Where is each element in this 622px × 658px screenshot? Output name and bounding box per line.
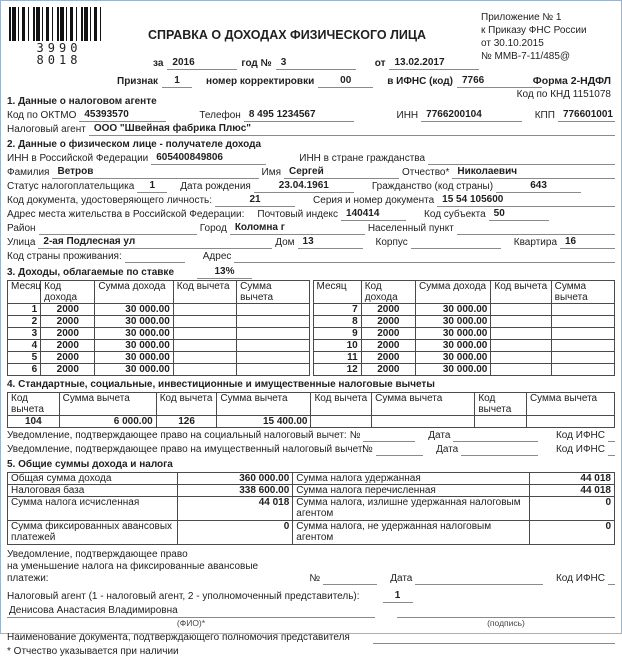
total-label: Сумма налога, не удержанная налоговым агентом <box>293 521 530 545</box>
code-cell: 2000 <box>361 328 415 340</box>
income-row <box>8 316 310 328</box>
signer-name: Денисова Анастасия Владимировна <box>7 605 375 618</box>
deductions-row <box>8 416 615 428</box>
code-cell: 2000 <box>361 364 415 376</box>
col-deduction-code: Код вычета <box>311 393 372 416</box>
col-deduction-sum: Сумма вычета <box>59 393 156 416</box>
authority-doc-value <box>373 631 615 644</box>
ded-code-cell <box>475 416 527 428</box>
patronymic-label: Отчество* <box>401 167 450 178</box>
ded-amount-cell <box>237 352 309 364</box>
ded-amount-cell <box>237 364 309 376</box>
col-deduction-code: Код вычета <box>156 393 217 416</box>
code-cell: 2000 <box>41 316 95 328</box>
authority-doc-line <box>7 631 615 644</box>
month-cell: 7 <box>313 304 361 316</box>
barcode-bars-icon <box>9 7 105 41</box>
advance-notice-line <box>7 549 615 585</box>
notice-number-value <box>376 443 423 456</box>
barcode <box>9 7 109 66</box>
income-row <box>313 316 615 328</box>
advance-notice-label <box>7 549 291 585</box>
amount-cell: 30 000.00 <box>416 316 491 328</box>
inn-rf-value: 605400849806 <box>151 152 266 165</box>
inn-foreign-value <box>428 152 615 165</box>
month-cell: 11 <box>313 352 361 364</box>
ded-code-cell <box>173 340 236 352</box>
priznak-label: Признак <box>117 76 159 87</box>
house-value: 13 <box>298 236 363 249</box>
region-code-value: 50 <box>489 208 549 221</box>
form-name: Форма 2-НДФЛ <box>532 75 611 87</box>
col-month: Месяц <box>8 281 41 304</box>
street-label: Улица <box>7 237 36 248</box>
amount-cell: 30 000.00 <box>95 364 173 376</box>
col-month: Месяц <box>313 281 361 304</box>
agent-type-value: 1 <box>383 590 413 603</box>
ded-code-cell <box>491 364 551 376</box>
phone-value: 8 495 1234567 <box>244 109 354 122</box>
ded-amount-cell <box>551 316 614 328</box>
ded-amount-cell <box>551 304 614 316</box>
total-label: Сумма налога, излишне удержанная налоговым агентом <box>293 497 530 521</box>
locality-label: Населенный пункт <box>367 223 454 234</box>
postcode-label: Почтовый индекс <box>257 209 339 220</box>
income-row <box>8 304 310 316</box>
property-notice-line <box>7 443 615 456</box>
month-cell: 4 <box>8 340 41 352</box>
agent-inn-value: 7766200104 <box>421 109 522 122</box>
country-code-value <box>125 250 185 263</box>
amount-cell: 30 000.00 <box>95 352 173 364</box>
ded-amount-cell <box>551 352 614 364</box>
notice-ifns-value <box>608 572 615 585</box>
agent-inn-label: ИНН <box>396 110 419 121</box>
doc-date-value: 13.02.2017 <box>389 57 479 70</box>
section4-title: 4. Стандартные, социальные, инвестиционные и имущественные налоговые вычеты <box>7 379 435 390</box>
form-header <box>5 5 617 100</box>
ded-code-cell <box>491 352 551 364</box>
income-row <box>8 328 310 340</box>
ifns-code-label: в ИФНС (код) <box>387 76 453 87</box>
ded-amount-cell <box>237 340 309 352</box>
code-cell: 2000 <box>361 304 415 316</box>
correction-label: номер корректировки <box>206 76 315 87</box>
notice-number-value <box>363 429 415 442</box>
year-value: 2016 <box>167 57 237 70</box>
ded-code-cell <box>491 328 551 340</box>
total-label: Сумма фиксированных авансовых платежей <box>8 521 178 545</box>
oktmo-value: 45393570 <box>79 109 166 122</box>
notice-date-value <box>453 429 538 442</box>
total-label: Налоговая база <box>8 485 178 497</box>
col-deduction-sum: Сумма вычета <box>526 393 614 416</box>
district-line <box>7 222 615 235</box>
income-row <box>313 340 615 352</box>
ifns-code-value: 7766 <box>457 75 542 88</box>
amount-cell: 30 000.00 <box>95 340 173 352</box>
income-row <box>8 352 310 364</box>
building-label: Корпус <box>375 237 408 248</box>
oktmo-label: Код по ОКТМО <box>7 110 77 121</box>
month-cell: 6 <box>8 364 41 376</box>
month-cell: 3 <box>8 328 41 340</box>
birthdate-label: Дата рождения <box>180 181 251 192</box>
amount-cell: 30 000.00 <box>416 340 491 352</box>
agent-kpp-value: 776601001 <box>558 109 615 122</box>
total-value: 44 018 <box>530 485 615 497</box>
date-label: Дата <box>428 430 451 441</box>
ded-amount-cell <box>551 328 614 340</box>
income-row <box>313 328 615 340</box>
col-deduction-sum: Сумма вычета <box>217 393 311 416</box>
social-notice-label: Уведомление, подтверждающее право на социальный налоговый вычет: <box>7 430 347 441</box>
district-value <box>39 222 197 235</box>
number-label: № <box>349 430 361 441</box>
status-line <box>7 180 615 193</box>
country-code-label: Код страны проживания: <box>7 251 122 262</box>
code-cell: 2000 <box>361 352 415 364</box>
month-cell: 10 <box>313 340 361 352</box>
birthdate-value: 23.04.1961 <box>254 180 354 193</box>
totals-row <box>8 473 615 485</box>
ded-sum-cell: 6 000.00 <box>59 416 156 428</box>
year-label: за <box>153 58 164 69</box>
amount-cell: 30 000.00 <box>95 304 173 316</box>
notice-date-value <box>461 443 538 456</box>
locality-value <box>457 222 615 235</box>
ded-amount-cell <box>237 328 309 340</box>
total-label: Общая сумма дохода <box>8 473 178 485</box>
income-row <box>8 340 310 352</box>
appendix-note <box>481 11 611 63</box>
ded-code-cell <box>311 416 372 428</box>
ded-code-cell <box>491 304 551 316</box>
amount-cell: 30 000.00 <box>416 352 491 364</box>
col-deduction-code: Код вычета <box>173 281 236 304</box>
ded-code-cell <box>173 316 236 328</box>
income-row <box>313 304 615 316</box>
amount-cell: 30 000.00 <box>416 304 491 316</box>
month-cell: 5 <box>8 352 41 364</box>
month-cell: 1 <box>8 304 41 316</box>
ded-sum-cell <box>526 416 614 428</box>
code-cell: 2000 <box>41 304 95 316</box>
date-label: Дата <box>436 444 459 455</box>
appendix-line: к Приказу ФНС России <box>481 25 587 36</box>
citizenship-label: Гражданство (код страны) <box>371 181 494 192</box>
ded-amount-cell <box>551 340 614 352</box>
city-value: Коломна г <box>230 222 365 235</box>
ded-code-cell <box>173 328 236 340</box>
advance-notice-line1: Уведомление, подтверждающее право <box>7 549 188 560</box>
agent-type-label: Налоговый агент (1 - налоговый агент, 2 - уполномоченный представитель): <box>7 591 360 602</box>
citizenship-value: 643 <box>496 180 581 193</box>
total-value: 44 018 <box>530 473 615 485</box>
col-deduction-sum: Сумма вычета <box>551 281 614 304</box>
code-cell: 2000 <box>361 316 415 328</box>
taxpayer-status-label: Статус налогоплательщика <box>7 181 135 192</box>
attributes-line <box>117 75 542 88</box>
total-label: Сумма налога удержанная <box>293 473 530 485</box>
agent-ids-line <box>7 109 615 122</box>
amount-cell: 30 000.00 <box>416 364 491 376</box>
total-label: Сумма налога перечисленная <box>293 485 530 497</box>
amount-cell: 30 000.00 <box>416 328 491 340</box>
total-label: Сумма налога исчисленная <box>8 497 178 521</box>
tax-rate-value: 13% <box>197 266 252 279</box>
flat-value: 16 <box>560 236 615 249</box>
agent-type-line <box>7 590 615 603</box>
section3-title-line <box>7 266 615 279</box>
address-label: Адрес места жительства в Российской Федерации: <box>7 209 245 220</box>
date-label: Дата <box>390 573 413 584</box>
foreign-address-label: Адрес <box>202 251 232 262</box>
appendix-line: № ММВ-7-11/485@ <box>481 51 571 62</box>
code-cell: 2000 <box>41 340 95 352</box>
firstname-value: Сергей <box>284 166 399 179</box>
code-cell: 2000 <box>41 352 95 364</box>
appendix-line: Приложение № 1 <box>481 12 562 23</box>
page-title: СПРАВКА О ДОХОДАХ ФИЗИЧЕСКОГО ЛИЦА <box>147 28 427 42</box>
month-cell: 12 <box>313 364 361 376</box>
amount-cell: 30 000.00 <box>95 328 173 340</box>
period-line <box>153 57 479 70</box>
col-deduction-sum: Сумма вычета <box>372 393 475 416</box>
code-cell: 2000 <box>41 328 95 340</box>
authority-doc-label: Наименование документа, подтверждающего полномочия представителя <box>7 632 350 643</box>
signature-row <box>7 605 615 628</box>
income-table-right <box>313 280 616 376</box>
district-label: Район <box>7 223 36 234</box>
ifns-label: Код ИФНС <box>555 573 605 584</box>
priznak-value: 1 <box>162 75 192 88</box>
total-value: 0 <box>530 497 615 521</box>
total-value: 44 018 <box>177 497 292 521</box>
doc-number-label: год № <box>241 58 272 69</box>
col-income-sum: Сумма дохода <box>416 281 491 304</box>
income-table <box>7 280 615 376</box>
total-value: 338 600.00 <box>177 485 292 497</box>
ded-code-cell: 126 <box>156 416 217 428</box>
number-label: № <box>309 573 321 584</box>
property-notice-label: Уведомление, подтверждающее право на имущественный налоговый вычет: <box>7 444 366 455</box>
advance-notice-line2: на уменьшение налога на фиксированные авансовые платежи: <box>7 561 259 584</box>
agent-name-label: Налоговый агент <box>7 124 86 135</box>
ded-amount-cell <box>237 304 309 316</box>
totals-row <box>8 497 615 521</box>
city-label: Город <box>199 223 227 234</box>
month-cell: 9 <box>313 328 361 340</box>
agent-kpp-label: КПП <box>534 110 555 121</box>
inn-rf-label: ИНН в Российской Федерации <box>7 153 149 164</box>
amount-cell: 30 000.00 <box>95 316 173 328</box>
totals-row <box>8 521 615 545</box>
ded-sum-cell: 15 400.00 <box>217 416 311 428</box>
total-value: 360 000.00 <box>177 473 292 485</box>
agent-name-value: ООО "Швейная фабрика Плюс" <box>89 123 615 136</box>
col-income-code: Код дохода <box>41 281 95 304</box>
surname-value: Ветров <box>52 166 258 179</box>
col-income-sum: Сумма дохода <box>95 281 173 304</box>
col-deduction-sum: Сумма вычета <box>237 281 309 304</box>
patronymic-value: Николаевич <box>452 166 615 179</box>
house-label: Дом <box>275 237 295 248</box>
totals-row <box>8 485 615 497</box>
firstname-label: Имя <box>261 167 281 178</box>
inn-line <box>7 152 615 165</box>
code-cell: 2000 <box>361 340 415 352</box>
col-income-code: Код дохода <box>361 281 415 304</box>
residence-country-line <box>7 250 615 263</box>
notice-ifns-value <box>608 443 615 456</box>
income-row <box>313 364 615 376</box>
section5-title: 5. Общие суммы дохода и налога <box>7 459 173 470</box>
month-cell: 8 <box>313 316 361 328</box>
signer-block <box>7 605 375 628</box>
income-table-left <box>7 280 310 376</box>
notice-date-value <box>415 572 543 585</box>
identity-doc-line <box>7 194 615 207</box>
region-code-label: Код субъекта <box>424 209 486 220</box>
address-line <box>7 208 615 221</box>
notice-number-value <box>323 572 377 585</box>
section3-title: 3. Доходы, облагаемые по ставке <box>7 267 175 278</box>
number-label: № <box>362 444 373 455</box>
barcode-digits: 3990 8018 <box>36 41 82 67</box>
street-value: 2-ая Подлесная ул <box>38 236 272 249</box>
income-row <box>313 352 615 364</box>
doc-series-label: Серия и номер документа <box>313 195 435 206</box>
foreign-address-value <box>234 250 615 263</box>
signature-block <box>397 605 615 628</box>
ded-amount-cell <box>551 364 614 376</box>
col-deduction-code: Код вычета <box>491 281 551 304</box>
ifns-label: Код ИФНС <box>555 444 605 455</box>
notice-ifns-value <box>608 429 615 442</box>
knd-code: Код по КНД 1151078 <box>516 89 611 100</box>
doc-number-value: 3 <box>276 57 356 70</box>
ded-amount-cell <box>237 316 309 328</box>
flat-label: Квартира <box>513 237 557 248</box>
col-deduction-code: Код вычета <box>475 393 527 416</box>
doc-series-value: 15 54 105600 <box>437 194 615 207</box>
section1-title: 1. Данные о налоговом агенте <box>7 96 157 107</box>
correction-value: 00 <box>318 75 373 88</box>
doc-date-label: от <box>374 58 386 69</box>
signature-caption: (подпись) <box>487 618 525 628</box>
doc-code-label: Код документа, удостоверяющего личность: <box>7 195 213 206</box>
total-value: 0 <box>530 521 615 545</box>
ded-code-cell <box>173 364 236 376</box>
income-row <box>8 364 310 376</box>
ded-sum-cell <box>372 416 475 428</box>
agent-name-line <box>7 123 615 136</box>
code-cell: 2000 <box>41 364 95 376</box>
street-line <box>7 236 615 249</box>
totals-table <box>7 472 615 545</box>
building-value <box>411 236 501 249</box>
fio-line <box>7 166 615 179</box>
section2-title: 2. Данные о физическом лице - получателе дохода <box>7 139 262 150</box>
doc-code-value: 21 <box>215 194 295 207</box>
ded-code-cell <box>173 304 236 316</box>
footnote: * Отчество указывается при наличии <box>7 646 179 657</box>
taxpayer-status-value: 1 <box>137 180 167 193</box>
ded-code-cell <box>173 352 236 364</box>
surname-label: Фамилия <box>7 167 50 178</box>
signature-field <box>397 605 615 618</box>
postcode-value: 140414 <box>341 208 406 221</box>
fio-caption: (ФИО)* <box>176 618 206 628</box>
total-value: 0 <box>177 521 292 545</box>
phone-label: Телефон <box>199 110 241 121</box>
ifns-label: Код ИФНС <box>555 430 605 441</box>
inn-foreign-label: ИНН в стране гражданства <box>299 153 426 164</box>
month-cell: 2 <box>8 316 41 328</box>
social-notice-line <box>7 429 615 442</box>
col-deduction-code: Код вычета <box>8 393 60 416</box>
deductions-table <box>7 392 615 428</box>
ded-code-cell <box>491 316 551 328</box>
appendix-line: от 30.10.2015 <box>481 38 544 49</box>
ded-code-cell: 104 <box>8 416 60 428</box>
ded-code-cell <box>491 340 551 352</box>
